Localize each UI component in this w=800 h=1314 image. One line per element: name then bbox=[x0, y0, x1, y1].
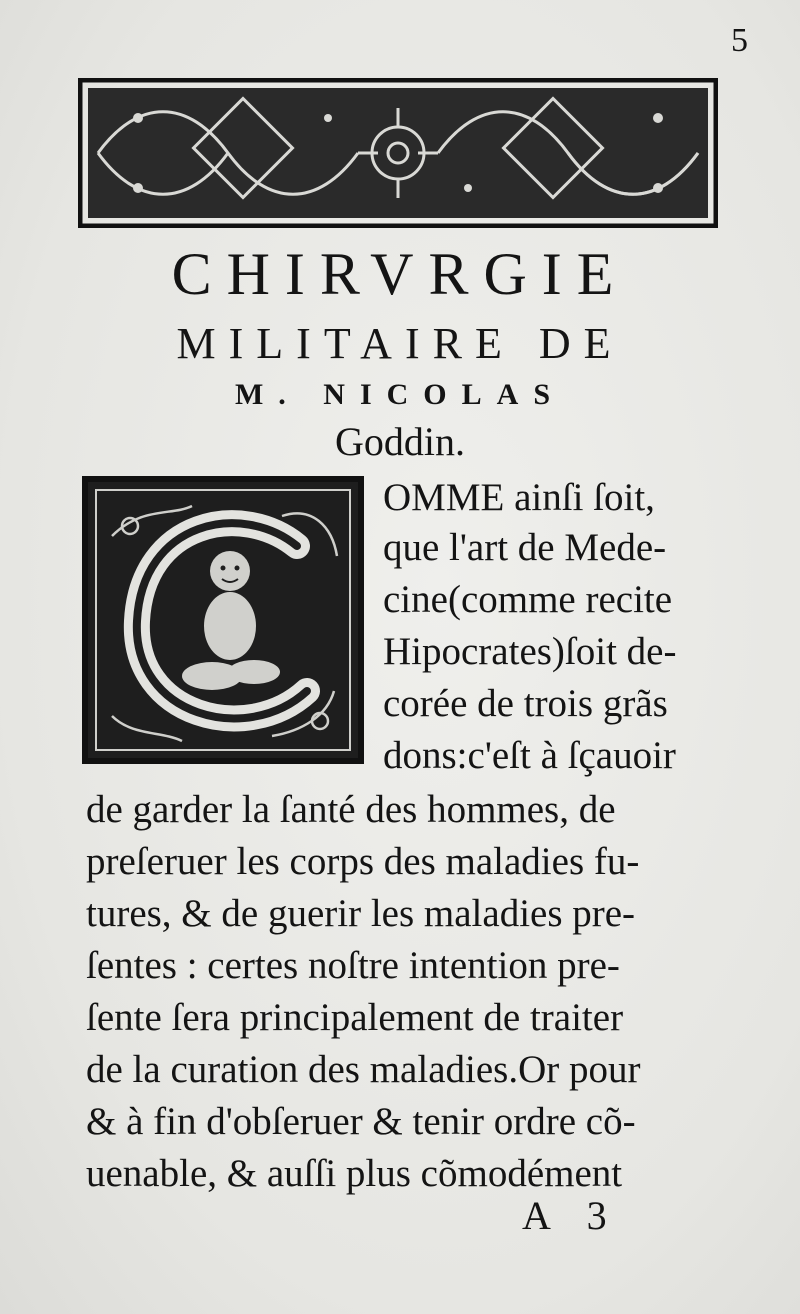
text-line-7: de garder la ſanté des hommes, de bbox=[86, 788, 616, 831]
text-line-6: dons:c'eſt à ſçauoir bbox=[383, 734, 676, 777]
page-number: 5 bbox=[731, 22, 748, 59]
text-line-4: Hipocrates)ſoit de- bbox=[383, 630, 677, 673]
text-line-13: & à fin d'obſeruer & tenir ordre cõ- bbox=[86, 1100, 636, 1143]
text-line-10: ſentes : certes noſtre intention pre- bbox=[86, 944, 620, 987]
text-line-5: corée de trois grãs bbox=[383, 682, 668, 725]
text-line-14: uenable, & auſſi plus cõmodément bbox=[86, 1152, 623, 1195]
title-line-3: M. NICOLAS bbox=[234, 378, 565, 411]
text-line-12: de la curation des maladies.Or pour bbox=[86, 1048, 641, 1091]
text-line-1: OMME ainſi ſoit, bbox=[383, 476, 655, 519]
signature-mark: A 3 bbox=[522, 1193, 621, 1238]
title-line-4: Goddin. bbox=[335, 419, 465, 464]
title-line-2: MILITAIRE DE bbox=[176, 319, 624, 368]
decorated-initial-c bbox=[82, 476, 364, 764]
text-line-2: que l'art de Mede- bbox=[383, 526, 667, 569]
text-line-3: cine(comme recite bbox=[383, 578, 673, 621]
text-line-11: ſente ſera principalement de traiter bbox=[86, 996, 624, 1039]
text-line-8: preſeruer les corps des maladies fu- bbox=[86, 840, 640, 883]
text-line-9: tures, & de guerir les maladies pre- bbox=[86, 892, 636, 935]
ornamental-headpiece bbox=[78, 78, 718, 228]
title-line-1: CHIRVRGIE bbox=[171, 241, 629, 307]
